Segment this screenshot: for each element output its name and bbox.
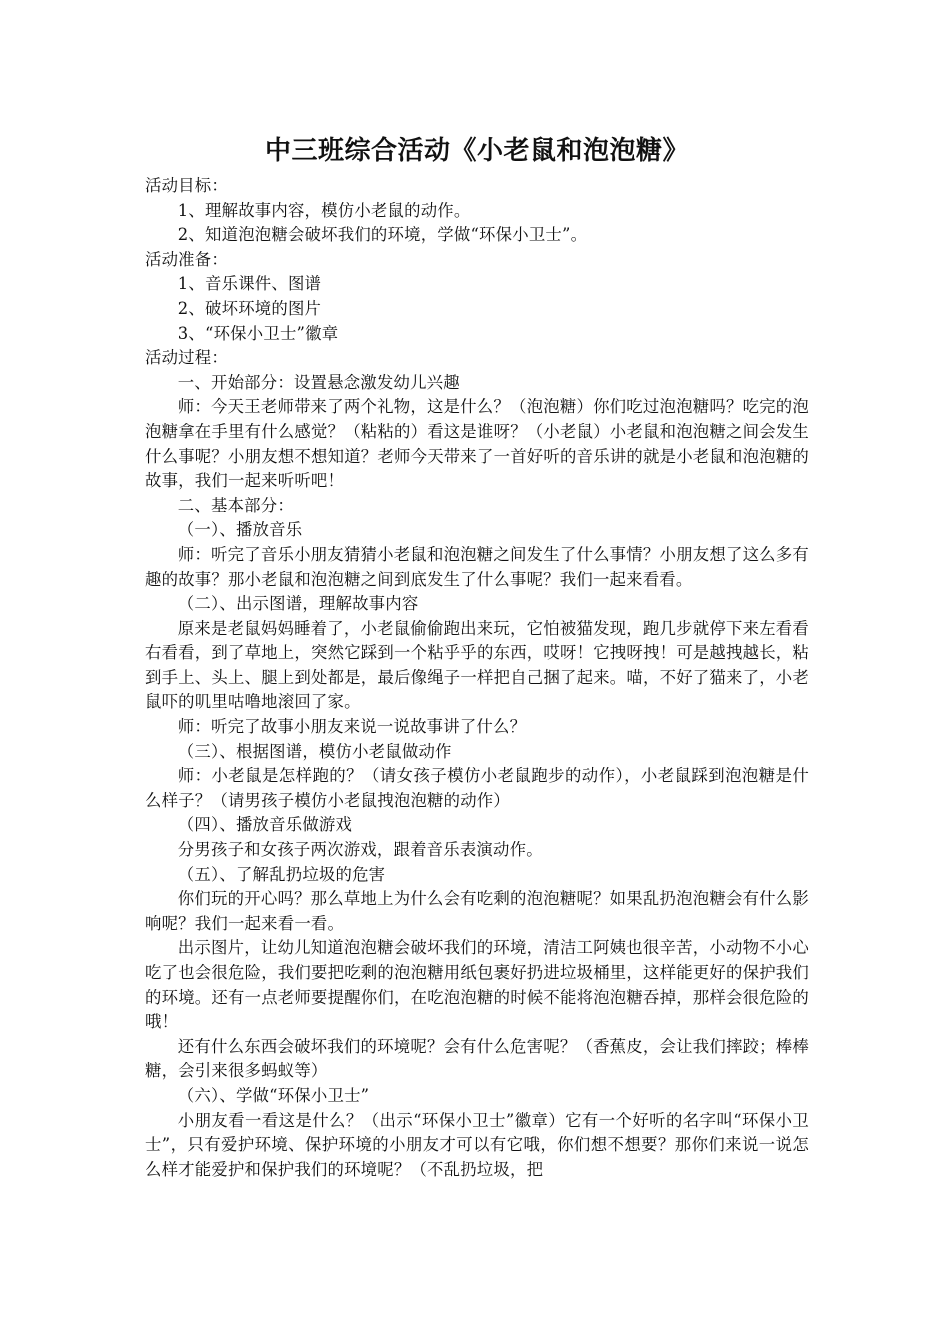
document-page — [145, 128, 809, 1182]
paragraph: 师：小老鼠是怎样跑的？（请女孩子模仿小老鼠跑步的动作），小老鼠踩到泡泡糖是什么样子？（请男孩子模仿小老鼠拽泡泡糖的动作） — [145, 766, 809, 810]
paragraph: 师：听完了音乐小朋友猜猜小老鼠和泡泡糖之间发生了什么事情？小朋友想了这么多有趣的故事？那小老鼠和泡泡糖之间到底发生了什么事呢？我们一起来看看。 — [145, 544, 809, 589]
paragraph: 原来是老鼠妈妈睡着了，小老鼠偷偷跑出来玩，它怕被猫发现，跑几步就停下来左看看右看看，到了草地上，突然它踩到一个粘乎乎的东西，哎呀！它拽呀拽！可是越拽越长，粘到手上、头上、腿上到处都是，最后像绳子一样把自己捆了起来。喵，不好了猫来了，小老鼠吓的叽里咕噜地滚回了家。 — [145, 618, 809, 712]
paragraph: 活动准备： — [145, 249, 228, 269]
paragraph: （六）、学做“环保小卫士” — [177, 1085, 370, 1105]
paragraph: 小朋友看一看这是什么？（出示“环保小卫士”徽章）它有一个好听的名字叫“环保小卫士”，只有爱护环境、保护环境的小朋友才可以有它哦，你们想不想要？那你们来说一说怎么样才能爱护和保护我们的环境呢？（不乱扔垃圾，把 — [145, 1110, 809, 1179]
paragraph: 1、音乐课件、图谱 — [177, 274, 322, 294]
paragraph: （四）、播放音乐做游戏 — [177, 815, 353, 835]
paragraph: 3、“环保小卫士”徽章 — [177, 323, 339, 343]
paragraph: 还有什么东西会破坏我们的环境呢？会有什么危害呢？（香蕉皮，会让我们摔跤；棒棒糖，会引来很多蚂蚁等） — [145, 1036, 809, 1081]
paragraph: 二、基本部分： — [177, 495, 294, 515]
document-title: 中三班综合活动《小老鼠和泡泡糖》 — [264, 136, 689, 166]
paragraph: 活动目标： — [145, 176, 228, 195]
paragraph: 你们玩的开心吗？那么草地上为什么会有吃剩的泡泡糖呢？如果乱扔泡泡糖会有什么影响呢？我们一起来看一看。 — [145, 889, 809, 933]
document-body — [145, 174, 809, 1182]
paragraph: 活动过程： — [145, 348, 228, 368]
paragraph: 分男孩子和女孩子两次游戏，跟着音乐表演动作。 — [177, 840, 543, 860]
paragraph: 师：听完了故事小朋友来说一说故事讲了什么？ — [177, 717, 527, 737]
paragraph: （一）、播放音乐 — [177, 520, 303, 540]
paragraph: 出示图片，让幼儿知道泡泡糖会破坏我们的环境，清洁工阿姨也很辛苦，小动物不小心吃了也会很危险，我们要把吃剩的泡泡糖用纸包裹好扔进垃圾桶里，这样能更好的保护我们的环境。还有一点老师要提醒你们，在吃泡泡糖的时候不能将泡泡糖吞掉，那样会很危险的哦！ — [145, 938, 809, 1032]
paragraph: 2、知道泡泡糖会破坏我们的环境，学做“环保小卫士”。 — [177, 225, 588, 245]
paragraph: （三）、根据图谱，模仿小老鼠做动作 — [177, 741, 452, 761]
paragraph: 一、开始部分：设置悬念激发幼儿兴趣 — [177, 372, 460, 392]
paragraph: 2、破坏环境的图片 — [177, 298, 322, 318]
paragraph: （二）、出示图谱，理解故事内容 — [177, 594, 419, 614]
paragraph: （五）、了解乱扔垃圾的危害 — [177, 864, 386, 884]
paragraph: 1、理解故事内容，模仿小老鼠的动作。 — [177, 200, 471, 220]
paragraph: 师：今天王老师带来了两个礼物，这是什么？（泡泡糖）你们吃过泡泡糖吗？吃完的泡泡糖拿在手里有什么感觉？（粘粘的）看这是谁呀？（小老鼠）小老鼠和泡泡糖之间会发生什么事呢？小朋友想不想知道？老师今天带来了一首好听的音乐讲的就是小老鼠和泡泡糖的故事，我们一起来听听吧！ — [145, 397, 809, 491]
